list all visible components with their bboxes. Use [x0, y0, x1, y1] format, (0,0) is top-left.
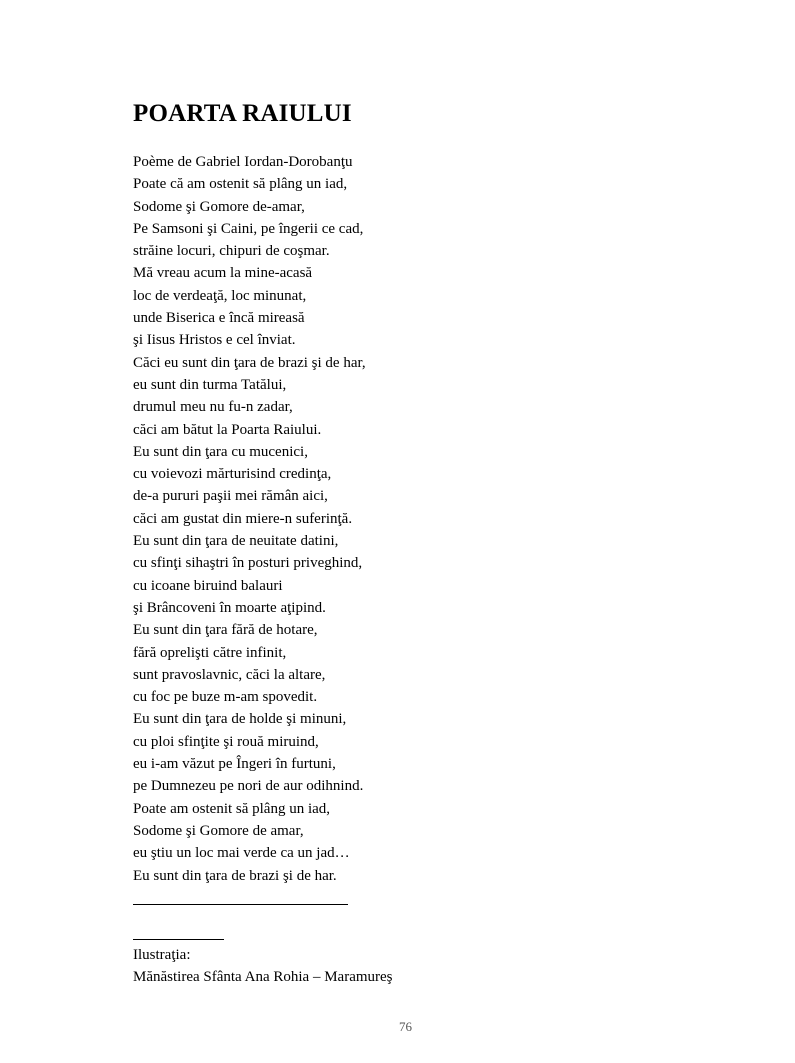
page-number: 76	[399, 1019, 412, 1034]
poem-line: cu icoane biruind balauri	[133, 577, 283, 594]
poem-line: Poate că am ostenit să plâng un iad,	[133, 176, 348, 193]
poem-line: Sodome şi Gomore de amar,	[133, 822, 304, 839]
poem-line: eu ştiu un loc mai verde ca un jad…	[133, 845, 350, 862]
poem-line: unde Biserica e încă mireasă	[133, 310, 305, 327]
poem-line: eu sunt din turma Tatălui,	[133, 376, 287, 393]
poem-line: Căci eu sunt din ţara de brazi şi de har,	[133, 354, 366, 371]
poem-line: pe Dumnezeu pe nori de aur odihnind.	[133, 778, 364, 795]
poem-line: Sodome şi Gomore de-amar,	[133, 198, 305, 215]
poem-line: eu i-am văzut pe Îngeri în furtuni,	[133, 756, 336, 773]
poem-line: străine locuri, chipuri de coşmar.	[133, 243, 330, 260]
poem-line: sunt pravoslavnic, căci la altare,	[133, 666, 326, 683]
poem-line: şi Iisus Hristos e cel înviat.	[133, 332, 296, 349]
poem-line: Eu sunt din ţara de brazi şi de har.	[133, 867, 337, 884]
page-title: POARTA RAIULUI	[133, 100, 352, 127]
poem-line: Eu sunt din ţara cu mucenici,	[133, 443, 308, 460]
poem-line: căci am bătut la Poarta Raiului.	[133, 421, 322, 438]
poem	[133, 151, 366, 887]
poem-line: Eu sunt din ţara de holde şi minuni,	[133, 711, 347, 728]
poem-line: căci am gustat din miere-n suferinţă.	[133, 510, 353, 527]
poem-line: Eu sunt din ţara de neuitate datini,	[133, 533, 339, 550]
end-of-poem-divider	[133, 904, 348, 905]
poem-line: loc de verdeaţă, loc minunat,	[133, 287, 307, 304]
poem-line: Mă vreau acum la mine-acasă	[133, 265, 313, 282]
poem-line: şi Brâncoveni în moarte aţipind.	[133, 599, 326, 616]
poem-line: fără oprelişti către infinit,	[133, 644, 287, 661]
poem-line: cu ploi sfinţite şi rouă miruind,	[133, 733, 319, 750]
poem-line: Poate am ostenit să plâng un iad,	[133, 800, 331, 817]
poem-line: Eu sunt din ţara fără de hotare,	[133, 622, 318, 639]
footnote-label: Ilustraţia:	[133, 947, 191, 963]
poem-line: de-a pururi paşii mei rămân aici,	[133, 488, 328, 505]
poem-line: drumul meu nu fu-n zadar,	[133, 399, 293, 416]
footnote-text: Mănăstirea Sfânta Ana Rohia – Maramureş	[133, 969, 393, 985]
poem-line: Pe Samsoni şi Caini, pe îngerii ce cad,	[133, 220, 364, 237]
poem-line: Poème de Gabriel Iordan-Dorobanţu	[133, 154, 353, 170]
poem-line: cu foc pe buze m-am spovedit.	[133, 689, 318, 706]
footnote-divider	[133, 939, 224, 940]
poem-line: cu sfinţi sihaştri în posturi priveghind,	[133, 555, 363, 572]
poem-line: cu voievozi mărturisind credinţa,	[133, 466, 332, 483]
